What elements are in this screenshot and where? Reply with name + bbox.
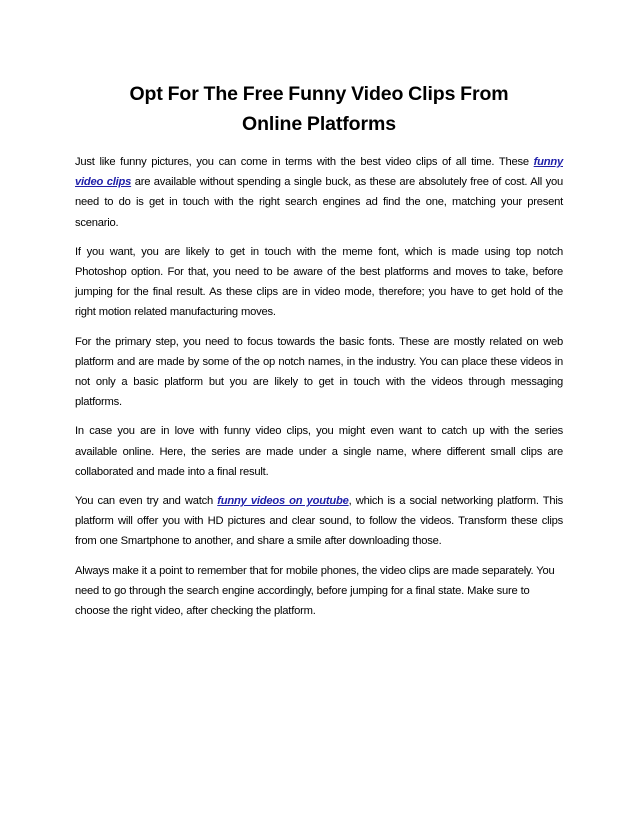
funny-video-clips-link[interactable]: funny video clips	[75, 156, 563, 189]
paragraph-1-text-start: Just like funny pictures, you can come in terms with the best video clips of all time. These	[75, 156, 534, 168]
article-body	[75, 152, 563, 630]
paragraph-1-text-end: are available without spending a single buck, as these are absolutely free of cost. All you need to do is get in touch with the right search engines ad find the one, matching your present scenario.	[75, 176, 563, 229]
page-title	[70, 79, 568, 139]
paragraph-6: Always make it a point to remember that for mobile phones, the video clips are made separately. You need to go through the search engine accordingly, before jumping for a final state. Make sure to choose the right video, after checking the platform.	[75, 564, 555, 618]
title-line-1: Opt For The Free Funny Video Clips From	[129, 83, 509, 105]
paragraph-4: In case you are in love with funny video clips, you might even want to catch up with the series available online. Here, the series are made under a single name, where different small clips are collaborated and made into a final result.	[75, 425, 563, 478]
paragraph-1	[75, 152, 563, 233]
title-line-2: Online Platforms	[242, 113, 396, 135]
paragraph-3: For the primary step, you need to focus towards the basic fonts. These are mostly related on web platform and are made by some of the op notch names, in the industry. You can place these videos in not only a basic platform but you are likely to get in touch with the videos through messaging platforms.	[75, 335, 563, 409]
funny-videos-youtube-link[interactable]: funny videos on youtube	[217, 495, 349, 508]
paragraph-5-text-start: You can even try and watch	[75, 495, 218, 508]
paragraph-2: If you want, you are likely to get in touch with the meme font, which is made using top notch Photoshop option. For that, you need to be aware of the best platforms and moves to take, before jumping for the final result. As these clips are in video mode, therefore; you have to get hold of the right motion related manufacturing moves.	[75, 245, 563, 319]
paragraph-5-text-end: , which is a social networking platform. This platform will offer you with HD pictures and clear sound, to follow the videos. Transform these clips from one Smartphone to another, and share a smile after downloading those.	[75, 495, 563, 548]
paragraph-5	[75, 491, 563, 552]
